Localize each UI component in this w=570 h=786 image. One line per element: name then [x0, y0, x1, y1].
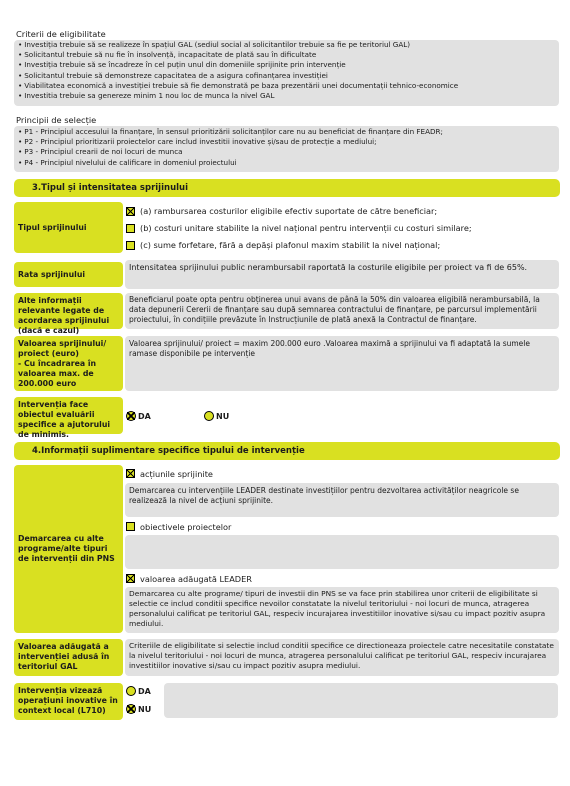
demarcare-label: Demarcarea cu alte programe/alte tipuri de intervenții din PNS: [14, 465, 123, 633]
list-item: • Solicitantul trebuie să demonstreze capacitatea de a asigura cofinanțarea investiției: [18, 71, 555, 81]
actiuni-checkbox[interactable]: [126, 469, 135, 478]
list-item: • Investiția trebuie să se realizeze în spațiul GAL (sediul social al solicitantilor trebuie sa fie pe teritoriul GAL): [18, 40, 555, 50]
list-item: • Solicitantul trebuie să nu fie în insolvență, incapacitate de plată sau în dificultate: [18, 50, 555, 60]
inovative-nu-option[interactable]: [126, 704, 151, 714]
list-item: • P3 - Principiul crearii de noi locuri de munca: [18, 147, 555, 157]
inovative-text-box: [164, 683, 558, 718]
actiuni-row[interactable]: [126, 467, 213, 480]
eligibility-title: Criterii de eligibilitate: [16, 29, 106, 39]
valoare-sprijin-text: Valoarea sprijinului/ proiect = maxim 200.000 euro .Valoarea maximă a sprijinului va fi adaptată la sumele ramase disponibile pe intervenție: [125, 336, 559, 391]
actiuni-label: acțiunile sprijinite: [140, 468, 213, 479]
inovative-da-option[interactable]: [126, 686, 151, 696]
option-b-row[interactable]: [126, 221, 560, 235]
valoare-leader-text: Demarcarea cu alte programe/ tipuri de investii din PNS se va face prin stabilirea unor criterii de eligibilitate si selectie ce includ conditii specifice nevoilor constatate la nivelul teritoriului - noi locuri de munca, atragerea personalului calificat pe teritoriul GAL, respeciv incurajarea investitiilor inovative si/sau cu impact pozitiv asupra mediului.: [125, 587, 559, 633]
list-item: • Investitia trebuie sa genereze minim 1 nou loc de munca la nivel GAL: [18, 91, 555, 101]
option-c-label: (c) sume forfetare, fără a depăși plafonul maxim stabilit la nivel național;: [140, 240, 441, 250]
minimis-da-label: DA: [138, 411, 151, 421]
inovative-nu-label: NU: [138, 704, 152, 714]
minimis-nu-radio[interactable]: [204, 411, 214, 421]
inovative-da-radio[interactable]: [126, 686, 136, 696]
option-b-label: (b) costuri unitare stabilite la nivel național pentru intervenții cu costuri similare;: [140, 223, 472, 233]
rata-sprijin-label: Rata sprijinului: [14, 262, 123, 287]
valoare-adaugata-label: Valoarea adăugată a intervenției adusă în teritoriul GAL: [14, 639, 123, 676]
section-3-title: 3.Tipul și intensitatea sprijinului: [32, 183, 188, 193]
minimis-nu-option[interactable]: [204, 411, 229, 421]
obiective-label: obiectivele proiectelor: [140, 521, 232, 532]
obiective-checkbox[interactable]: [126, 522, 135, 531]
list-item: • P2 - Principiul prioritizarii proiectelor care includ investitii inovative și/sau de protecție a mediului;: [18, 137, 555, 147]
section-3-header: [14, 179, 560, 197]
minimis-nu-label: NU: [216, 411, 230, 421]
selection-title: Principii de selecție: [16, 115, 97, 125]
tip-sprijin-label: Tipul sprijinului: [14, 202, 123, 253]
minimis-da-option[interactable]: [126, 411, 151, 421]
valoare-sprijin-label: Valoarea sprijinului/ proiect (euro) - Cu încadrarea în valoarea max. de 200.000 euro: [14, 336, 123, 391]
alte-informatii-label: Alte informații relevante legate de acordarea sprijinului (dacă e cazul): [14, 293, 123, 329]
valoare-leader-row[interactable]: [126, 572, 252, 585]
list-item: • P1 - Principiul accesului la finanțare, în sensul prioritizării solicitanților care nu au beneficiat de finanțare din FEADR;: [18, 127, 555, 137]
rata-sprijin-text: Intensitatea sprijinului public nerambursabil raportată la costurile eligibile per proiect va fi de 65%.: [125, 260, 559, 289]
inovative-label: Intervenția vizează operațiuni inovative în context local (L710): [14, 683, 123, 720]
selection-list: [14, 126, 559, 172]
list-item: • P4 - Principiul nivelului de calificare in domeniul proiectului: [18, 158, 555, 168]
valoare-adaugata-text: Criteriile de eligibilitate si selectie includ conditii specifice ce directioneaza proiectele catre necesitatile constatate la nivelul teritoriului - noi locuri de munca, atragerea personalului calificat pe teritoriul GAL, respeciv incurajarea investitiilor inovative si/sau cu impact pozitiv asupra mediului.: [125, 639, 559, 676]
obiective-text: [125, 535, 559, 569]
valoare-leader-checkbox[interactable]: [126, 574, 135, 583]
eligibility-list: [14, 40, 559, 106]
option-c-checkbox[interactable]: [126, 241, 135, 250]
list-item: • Viabilitatea economică a investiției trebuie să fie demonstrată pe baza prezentării unei documentații tehnico-economice: [18, 81, 555, 91]
section-4-header: [14, 442, 560, 460]
list-item: • Investiția trebuie să se încadreze în cel puțin unul din domeniile sprijinite prin intervenție: [18, 60, 555, 70]
option-a-row[interactable]: [126, 204, 560, 218]
option-c-row[interactable]: [126, 238, 560, 252]
minimis-label: Intervenția face obiectul evaluării specifice a ajutorului de minimis.: [14, 397, 123, 434]
valoare-leader-label: valoarea adăugată LEADER: [140, 573, 252, 584]
alte-informatii-text: Beneficiarul poate opta pentru obținerea unui avans de până la 50% din valoarea eligibilă nerambursabilă, la data depunerii Cererii de finanțare sau după semnarea contractului de finanțare, pe parcursul implementării proiectului, în condițiile prevăzute în Instrucțiunile de plată anexă la Contractul de finanțare.: [125, 293, 559, 329]
tip-sprijin-options: [126, 204, 560, 256]
option-b-checkbox[interactable]: [126, 224, 135, 233]
minimis-da-radio[interactable]: [126, 411, 136, 421]
inovative-da-label: DA: [138, 686, 151, 696]
actiuni-text: Demarcarea cu intervențiile LEADER destinate investițiilor pentru dezvoltarea activităților neagricole se realizează la nivel de acțiuni sprijinite.: [125, 483, 559, 517]
inovative-nu-radio[interactable]: [126, 704, 136, 714]
obiective-row[interactable]: [126, 520, 231, 533]
option-a-label: (a) rambursarea costurilor eligibile efectiv suportate de către beneficiar;: [140, 206, 438, 216]
section-4-title: 4.Informații suplimentare specifice tipului de intervenție: [32, 446, 305, 456]
option-a-checkbox[interactable]: [126, 207, 135, 216]
